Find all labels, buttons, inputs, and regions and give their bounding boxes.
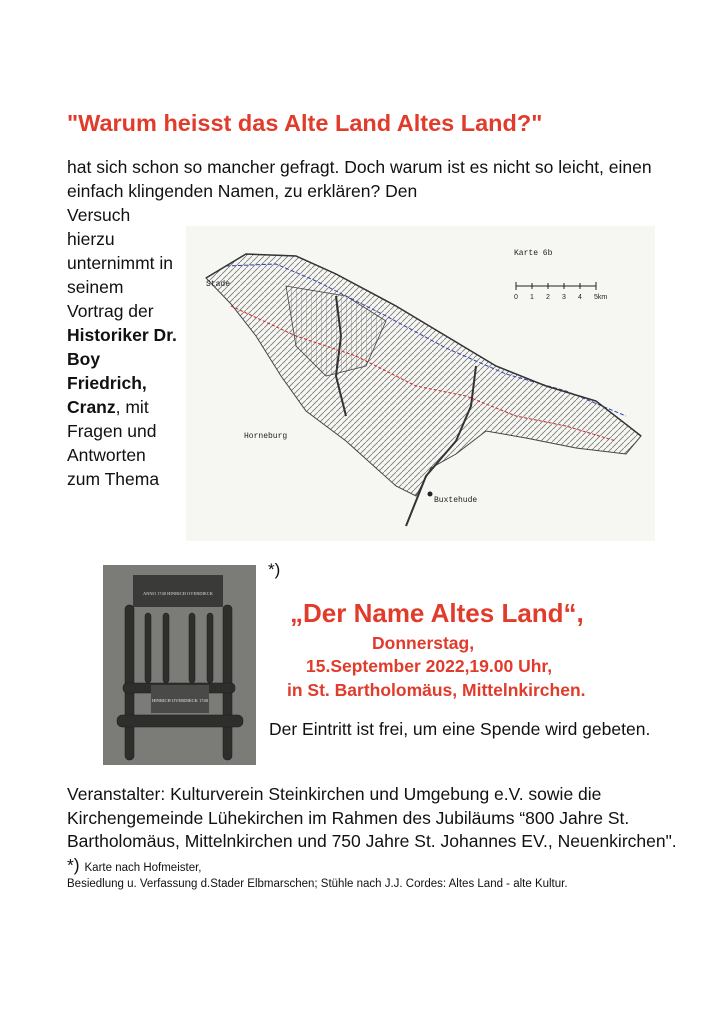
chair-top-plaque: ANNO 1740 HINRICH OVERDIECK xyxy=(142,591,214,596)
organizer-footnote-marker: *) xyxy=(67,854,80,875)
chair-back-plaque: HINRICH OVERDIECK 1740 xyxy=(152,698,208,703)
map-scale-tick: 0 xyxy=(514,294,518,301)
side-text-after: , mit Fragen und Antworten zum Thema xyxy=(67,397,160,489)
chair-photo xyxy=(103,565,256,765)
event-title: „Der Name Altes Land“, xyxy=(290,598,584,628)
map-scale-tick: 1 xyxy=(530,294,534,301)
side-text xyxy=(67,203,179,491)
map-place-buxtehude: Buxtehude xyxy=(434,496,478,505)
map-landmass xyxy=(206,254,641,496)
entry-note: Der Eintritt ist frei, um eine Spende wird gebeten. xyxy=(269,719,651,739)
map-scale-bar xyxy=(514,282,607,301)
map-place-horneburg: Horneburg xyxy=(244,432,288,441)
event-time: 15.September 2022,19.00 Uhr, xyxy=(306,656,553,676)
headline: "Warum heisst das Alte Land Altes Land?" xyxy=(67,110,543,136)
historical-map xyxy=(186,226,655,541)
organizer-body: Veranstalter: Kulturverein Steinkirchen und Umgebung e.V. sowie die Kirchengemeinde Lühekirchen im Rahmen des Jubiläums “800 Jahre St. Bartholomäus, Mittelnkirchen und 750 Jahre St. Johannes EV., Neuenkirchen". xyxy=(67,784,677,851)
credit-line-1: Karte nach Hofmeister, xyxy=(84,861,202,874)
map-place-stade: Stade xyxy=(206,280,231,289)
footnote-marker: *) xyxy=(268,560,281,579)
map-label-title: Karte 6b xyxy=(514,249,553,258)
credit-line-2: Besiedlung u. Verfassung d.Stader Elbmarschen; Stühle nach J.J. Cordes: Altes Land - alte Kultur. xyxy=(67,878,568,890)
intro-text: hat sich schon so mancher gefragt. Doch warum ist es nicht so leicht, einen einfach klingenden Namen, zu erklären? Den xyxy=(67,157,652,201)
event-place: in St. Bartholomäus, Mittelnkirchen. xyxy=(287,680,586,700)
event-date: Donnerstag, xyxy=(372,633,475,653)
historian-name: Historiker Dr. Boy Friedrich, Cranz xyxy=(67,325,177,417)
map-scale-tick: 3 xyxy=(562,294,566,301)
side-text-before: Versuch hierzu unternimmt in seinem Vortrag der xyxy=(67,205,174,321)
map-scale-tick: 2 xyxy=(546,294,550,301)
map-scale-tick: 4 xyxy=(578,294,582,301)
map-scale-tick: 5km xyxy=(594,294,608,301)
organizer-text xyxy=(67,783,687,880)
